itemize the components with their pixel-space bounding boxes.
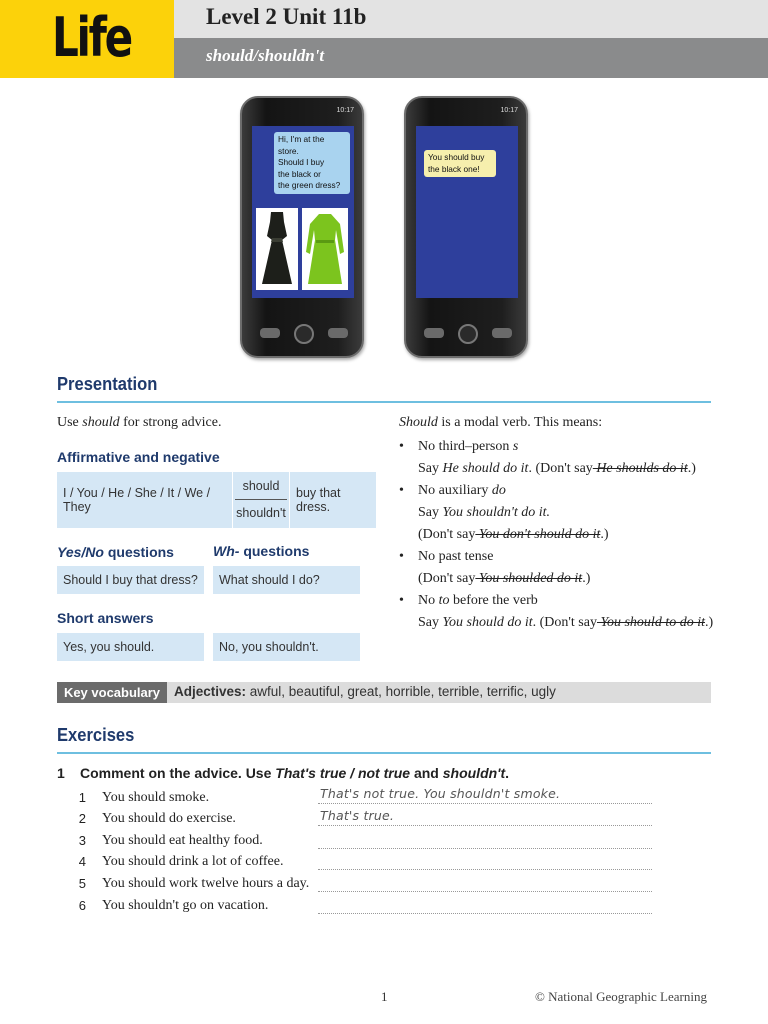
handwritten-answer: That's true. bbox=[320, 808, 395, 823]
item-text: You shouldn't go on vacation. bbox=[102, 898, 269, 913]
divider bbox=[57, 752, 711, 754]
text: Should bbox=[399, 415, 438, 430]
item-text: You should do exercise. bbox=[102, 811, 236, 826]
key-vocab-label: Key vocabulary bbox=[57, 682, 167, 703]
text: do bbox=[491, 483, 506, 498]
text: You should do it bbox=[442, 615, 533, 630]
text: Say bbox=[418, 505, 443, 520]
text: (Don't say bbox=[418, 571, 476, 586]
text: Yes/No bbox=[57, 544, 104, 560]
vocab-text bbox=[174, 684, 556, 699]
message-bubble bbox=[274, 132, 350, 194]
message-line: Hi, I'm at the store. bbox=[278, 134, 325, 156]
phone-left bbox=[240, 96, 364, 358]
answer-field[interactable] bbox=[318, 873, 652, 892]
answer-field[interactable] bbox=[318, 895, 652, 914]
text: Use bbox=[57, 415, 83, 430]
divider bbox=[57, 401, 711, 403]
page-title: Level 2 Unit 11b bbox=[206, 4, 367, 29]
text: .) bbox=[582, 571, 591, 586]
exercise-item bbox=[70, 874, 670, 895]
message-line: the black one! bbox=[428, 163, 480, 174]
rule-example bbox=[399, 502, 719, 524]
text: .) bbox=[687, 461, 696, 476]
item-number: 2 bbox=[78, 811, 86, 826]
phone-keys bbox=[420, 324, 516, 346]
answer-field[interactable] bbox=[318, 785, 652, 804]
object-cell bbox=[290, 472, 376, 528]
text: No auxiliary bbox=[418, 483, 492, 498]
text: . (Don't say bbox=[528, 461, 593, 476]
message-line: Should I buy bbox=[278, 157, 325, 167]
rule-example bbox=[399, 458, 719, 480]
home-button-icon bbox=[294, 324, 314, 344]
should-text: should bbox=[235, 473, 287, 500]
subjects-cell bbox=[57, 472, 232, 528]
call-icon bbox=[424, 328, 444, 338]
text: . bbox=[505, 765, 510, 781]
message-line: You should buy bbox=[428, 152, 485, 162]
item-number: 5 bbox=[78, 876, 86, 891]
home-button-icon bbox=[458, 324, 478, 344]
text: for strong advice. bbox=[119, 415, 222, 430]
answer-field[interactable] bbox=[318, 830, 652, 849]
black-dress-photo bbox=[256, 208, 298, 290]
text: I / You / He / She / It / We / They bbox=[63, 486, 211, 514]
text: (Don't say bbox=[418, 527, 476, 542]
vocab-words: awful, beautiful, great, horrible, terrible, terrific, ugly bbox=[246, 684, 556, 699]
exercise-number: 1 bbox=[57, 765, 65, 781]
rule-item: • No to before the verb bbox=[399, 593, 538, 608]
text: Say bbox=[418, 615, 443, 630]
answer-field[interactable] bbox=[318, 851, 652, 870]
strikethrough-text: You should to do it bbox=[596, 615, 705, 630]
vocab-category: Adjectives: bbox=[174, 684, 247, 699]
item-text: You should smoke. bbox=[102, 790, 210, 805]
strikethrough-text: You shoulded do it bbox=[475, 571, 583, 586]
phone-screen bbox=[416, 126, 518, 298]
phone-keys bbox=[256, 324, 352, 346]
affirmative-heading: Affirmative and negative bbox=[57, 449, 220, 465]
wh-example: What should I do? bbox=[213, 566, 360, 594]
text: is a modal verb. This means: bbox=[437, 415, 603, 430]
answer-field[interactable] bbox=[318, 807, 652, 826]
green-dress-photo bbox=[302, 208, 348, 290]
item-number: 6 bbox=[78, 898, 86, 913]
message-line: the green dress? bbox=[278, 180, 341, 190]
yesno-example: Should I buy that dress? bbox=[57, 566, 204, 594]
text: No third–person bbox=[418, 439, 513, 454]
text: and bbox=[410, 765, 443, 781]
modal-intro bbox=[399, 414, 602, 432]
item-text: You should work twelve hours a day. bbox=[102, 876, 310, 891]
text: s bbox=[512, 439, 519, 454]
text: Comment on the advice. Use bbox=[80, 765, 276, 781]
short-answers-heading: Short answers bbox=[57, 610, 154, 626]
text: questions bbox=[103, 544, 174, 560]
page-subtitle: should/shouldn't bbox=[206, 46, 325, 65]
text: No past tense bbox=[418, 549, 494, 564]
text: should bbox=[82, 415, 120, 430]
text: buy that dress. bbox=[296, 486, 341, 514]
rule-example bbox=[399, 612, 719, 634]
exercise-item bbox=[70, 831, 670, 852]
intro-text bbox=[57, 414, 221, 432]
presentation-heading: Presentation bbox=[57, 374, 158, 394]
page-number: 1 bbox=[381, 989, 388, 1004]
short-no: No, you shouldn't. bbox=[213, 633, 360, 661]
text: before the verb bbox=[449, 593, 538, 608]
item-number: 4 bbox=[78, 854, 86, 869]
yesno-heading bbox=[57, 544, 174, 560]
exercise-item bbox=[70, 809, 670, 830]
exercise-item bbox=[70, 896, 670, 917]
shouldnt-text: shouldn't bbox=[236, 506, 286, 520]
item-number: 3 bbox=[78, 833, 86, 848]
clock: 10:17 bbox=[336, 107, 354, 114]
handwritten-answer: That's not true. You shouldn't smoke. bbox=[320, 786, 561, 801]
text: shouldn't bbox=[442, 765, 506, 781]
phone-right bbox=[404, 96, 528, 358]
text: He should do it bbox=[442, 461, 529, 476]
logo: Life bbox=[52, 6, 131, 69]
text: .) bbox=[705, 615, 714, 630]
rule-item: • No past tense bbox=[399, 549, 494, 564]
text: Wh- bbox=[213, 543, 240, 559]
clock: 10:17 bbox=[500, 107, 518, 114]
end-call-icon bbox=[328, 328, 348, 338]
text: That's true / not true bbox=[275, 765, 411, 781]
modal-cell bbox=[233, 472, 289, 528]
text: . (Don't say bbox=[532, 615, 597, 630]
call-icon bbox=[260, 328, 280, 338]
exercise-1-instruction bbox=[57, 765, 509, 781]
text: .) bbox=[600, 527, 609, 542]
text: No bbox=[418, 593, 439, 608]
exercise-item bbox=[70, 788, 670, 809]
message-line: the black or bbox=[278, 168, 321, 179]
black-dress-icon bbox=[256, 208, 298, 290]
rule-example bbox=[399, 568, 719, 590]
text: questions bbox=[239, 543, 310, 559]
item-text: You should eat healthy food. bbox=[102, 833, 263, 848]
item-text: You should drink a lot of coffee. bbox=[102, 854, 284, 869]
item-number: 1 bbox=[78, 790, 86, 805]
strikethrough-text: He shoulds do it bbox=[592, 461, 688, 476]
text: to bbox=[438, 593, 450, 608]
reply-bubble bbox=[424, 150, 496, 177]
end-call-icon bbox=[492, 328, 512, 338]
phone-screen bbox=[252, 126, 354, 298]
status-bar bbox=[418, 107, 518, 117]
text: Say bbox=[418, 461, 443, 476]
status-bar bbox=[254, 107, 354, 117]
short-yes: Yes, you should. bbox=[57, 633, 204, 661]
rule-item: • No third–person s bbox=[399, 439, 519, 454]
exercise-item bbox=[70, 852, 670, 873]
green-dress-icon bbox=[302, 208, 348, 290]
rule-example bbox=[399, 524, 719, 546]
modal-rules bbox=[399, 436, 719, 634]
text: You shouldn't do it. bbox=[442, 505, 551, 520]
wh-heading bbox=[213, 543, 309, 559]
exercises-heading: Exercises bbox=[57, 725, 135, 745]
rule-item: • No auxiliary do bbox=[399, 483, 506, 498]
copyright: © National Geographic Learning bbox=[535, 989, 707, 1004]
strikethrough-text: You don't should do it bbox=[475, 527, 601, 542]
